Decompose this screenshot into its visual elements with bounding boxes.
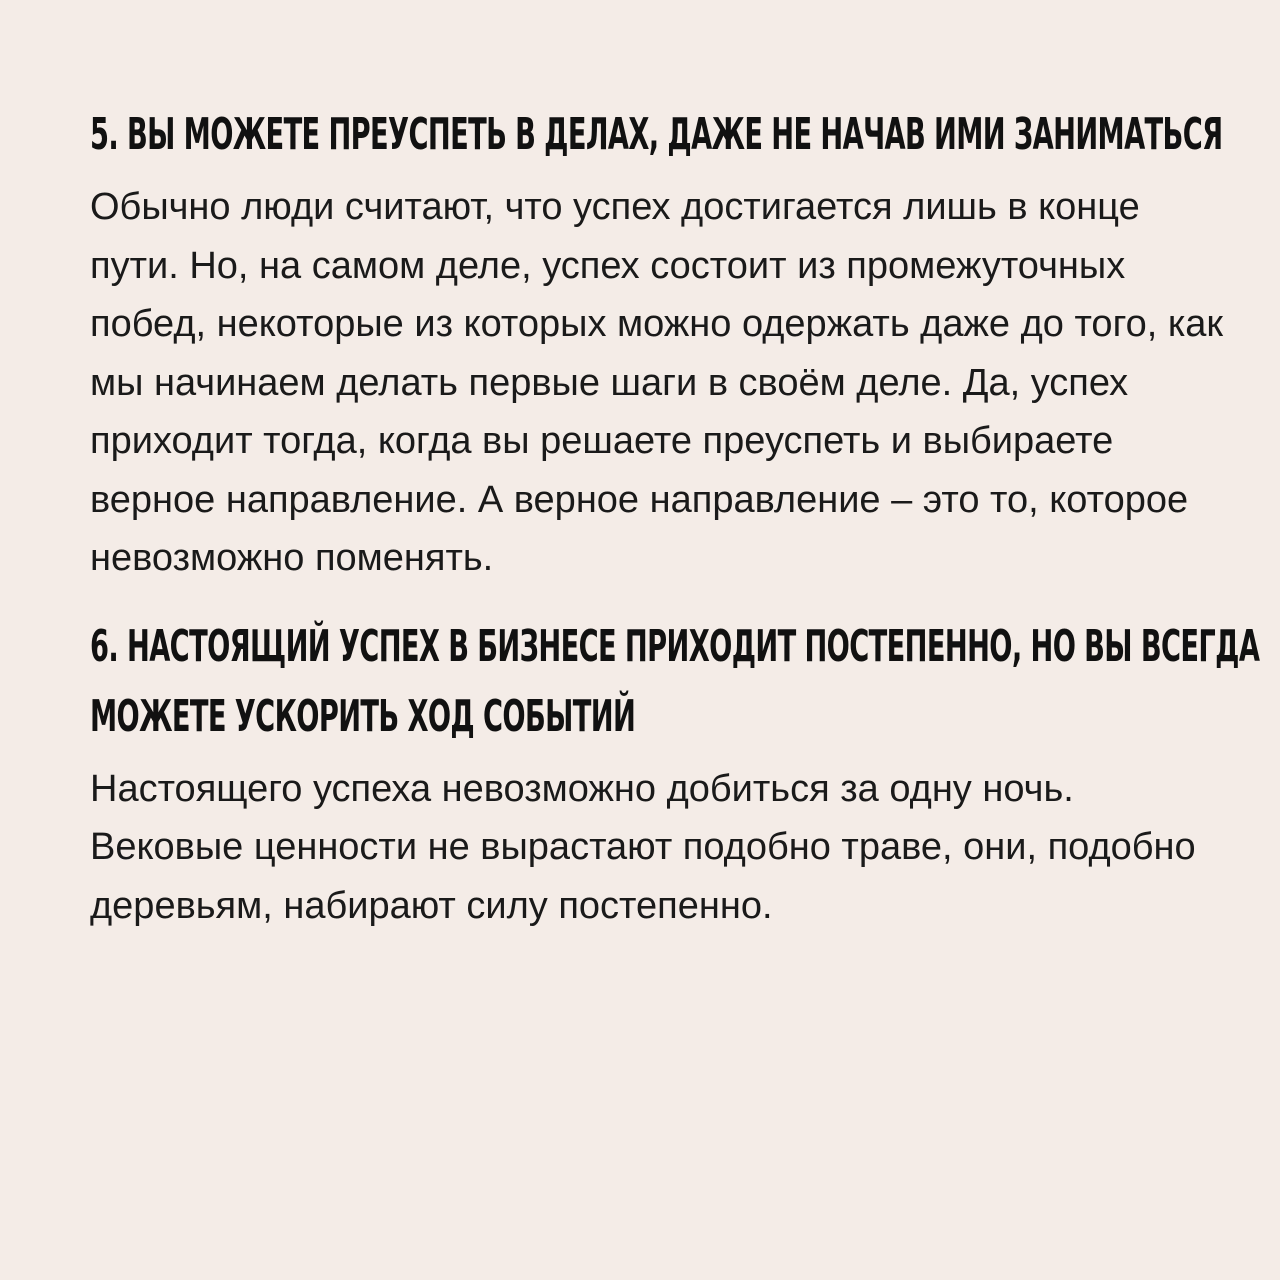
section-6-body: Настоящего успеха невозможно добиться за одну ночь. Вековые ценности не вырастают подобно траве, они, подобно деревьям, набирают силу постепенно. [90,767,1196,927]
section-5-body: Обычно люди считают, что успех достигается лишь в конце пути. Но, на самом деле, успех состоит из промежуточных побед, некоторые из которых можно одержать даже до того, как мы начинаем делать первые шаги в своём деле. Да, успех приходит тогда, когда вы решаете преуспеть и выбираете верное направление. А верное направление – это то, которое невозможно поменять. [90,186,1224,579]
section-5 [90,100,1224,588]
section-5-heading: 5. ВЫ МОЖЕТЕ ПРЕУСПЕТЬ В ДЕЛАХ, ДАЖЕ НЕ НАЧАВ ИМИ ЗАНИМАТЬСЯ [90,109,1223,160]
section-6-heading: 6. НАСТОЯЩИЙ УСПЕХ В БИЗНЕСЕ ПРИХОДИТ ПОСТЕПЕННО, НО ВЫ ВСЕГДА МОЖЕТЕ УСКОРИТЬ ХОД СОБЫТИЙ [90,620,1260,742]
section-6 [90,612,1260,936]
